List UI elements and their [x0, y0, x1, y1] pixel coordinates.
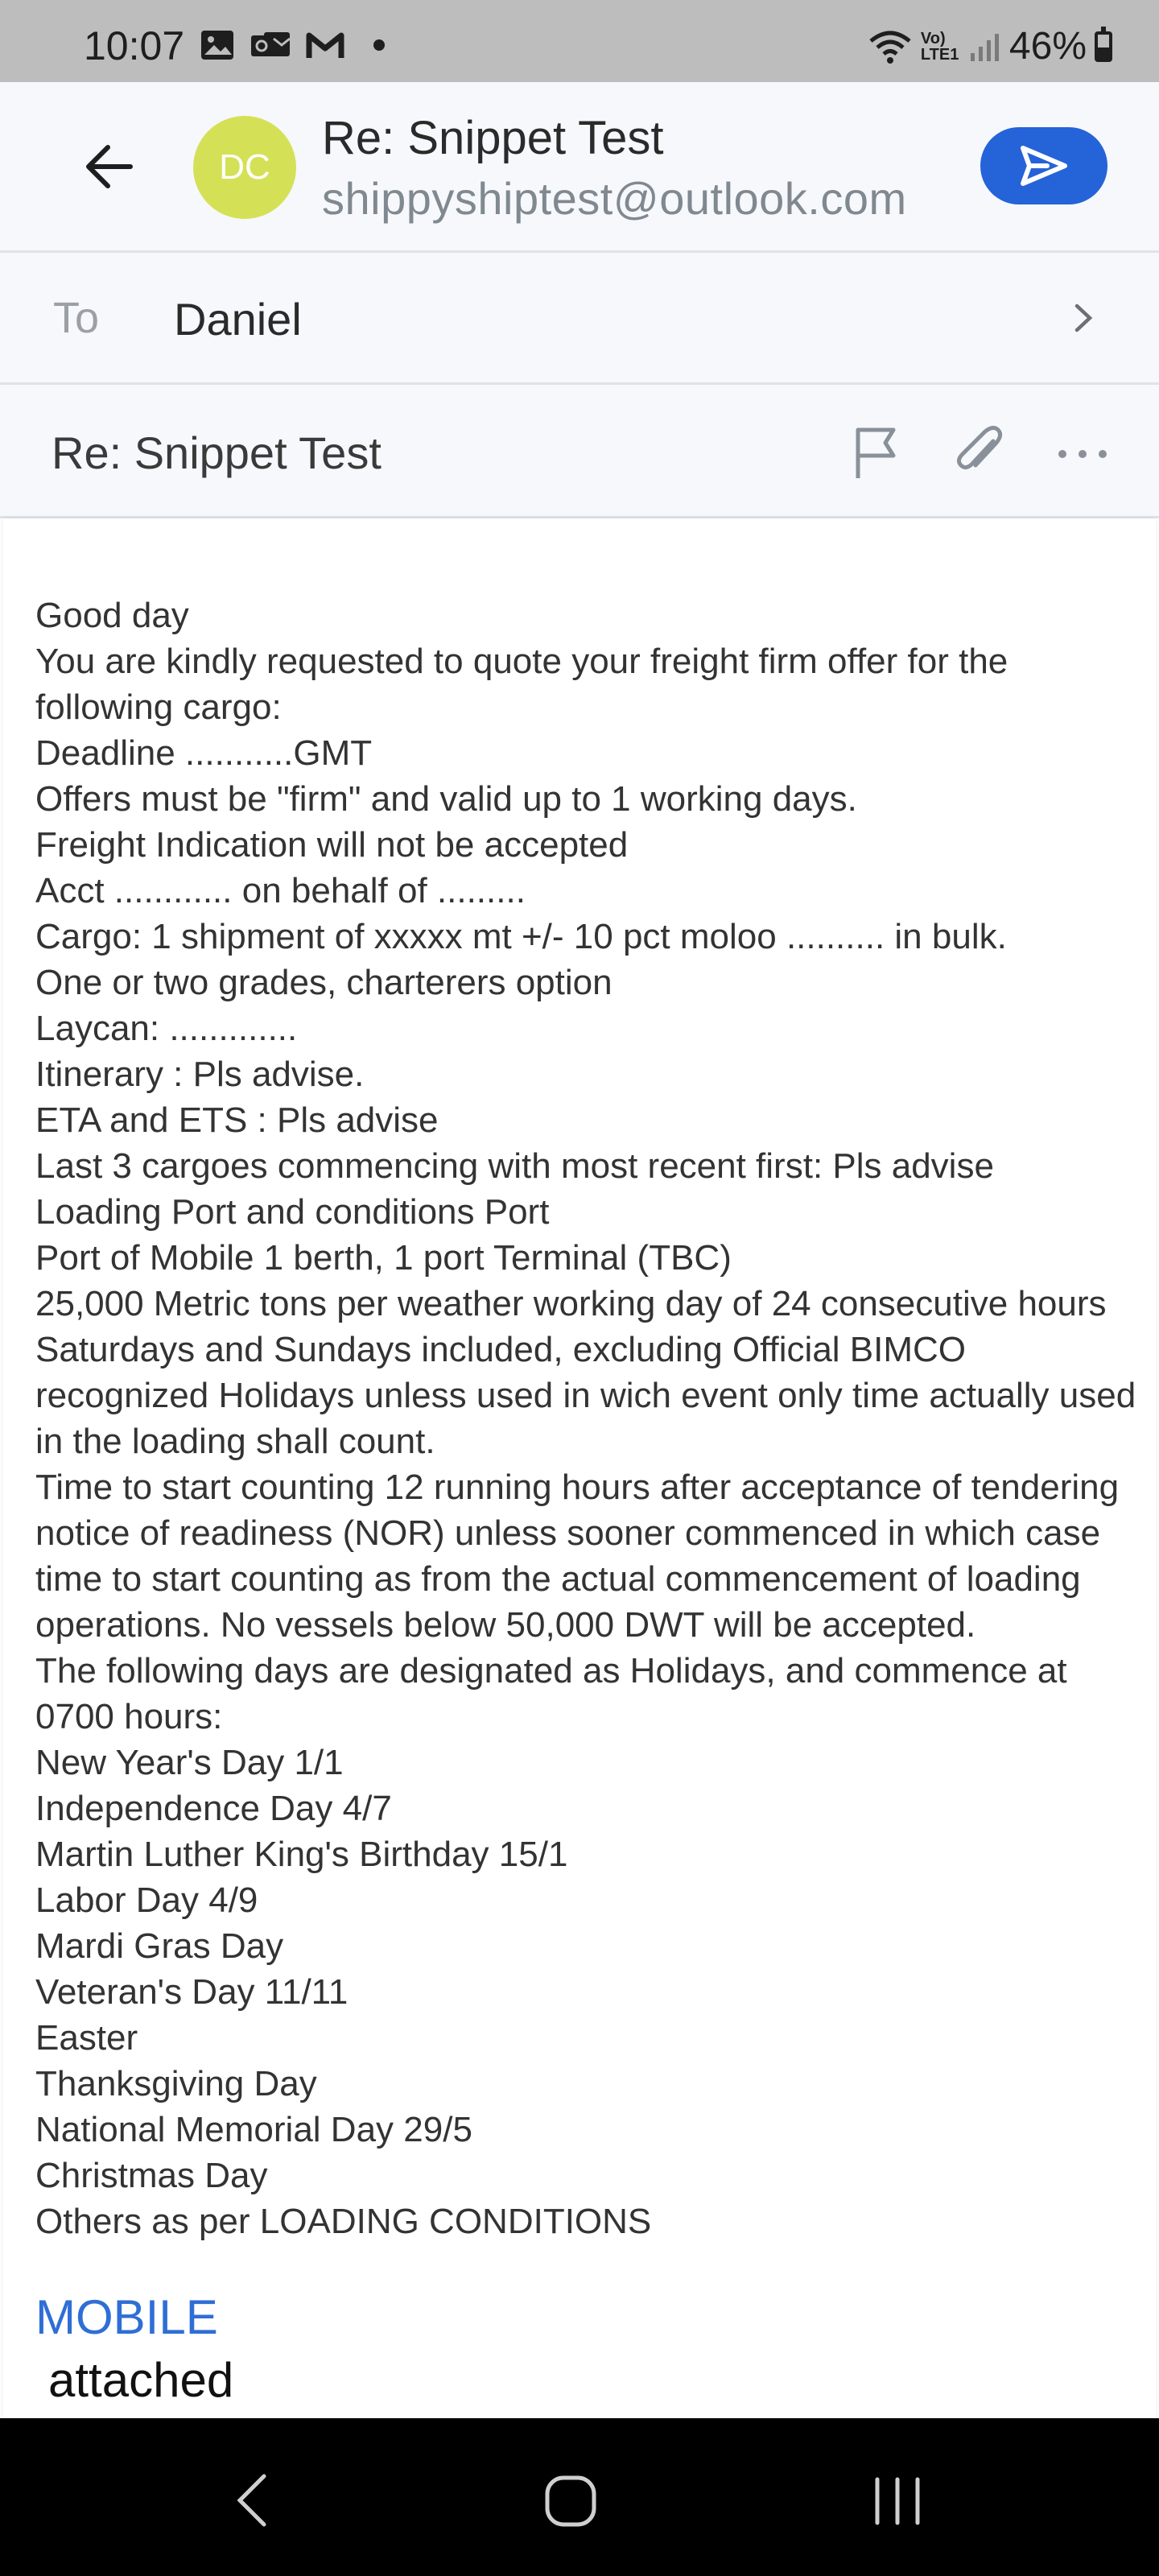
recipient-name[interactable]: Daniel [174, 294, 302, 345]
gallery-icon [200, 29, 235, 61]
wifi-icon [868, 28, 913, 65]
battery-icon [1095, 31, 1112, 62]
to-row[interactable] [0, 253, 1159, 385]
body-line: Thanksgiving Day [35, 2064, 317, 2103]
chevron-right-icon[interactable] [1062, 298, 1103, 338]
outlook-icon [250, 29, 291, 61]
more-options-icon[interactable] [1054, 430, 1111, 478]
battery-percent: 46% [1008, 25, 1087, 68]
attached-text: attached [48, 2353, 234, 2407]
nav-home-icon[interactable] [542, 2473, 599, 2529]
body-line: 25,000 Metric tons per weather working day of 24 consecutive hours Saturdays and Sundays included, excluding Official BIMCO recognized Holidays unless used in wich event only time actually used in the loading shall count. [35, 1284, 1136, 1461]
nav-recent-apps-icon[interactable] [869, 2475, 926, 2528]
body-line: Christmas Day [35, 2156, 268, 2195]
body-text[interactable] [35, 592, 1138, 2244]
system-status [868, 24, 1112, 68]
body-line: Easter [35, 2018, 138, 2058]
back-arrow-icon[interactable] [77, 138, 142, 195]
notification-icons [200, 29, 385, 61]
body-line: Independence Day 4/7 [35, 1789, 392, 1828]
body-line: Veteran's Day 11/11 [35, 1972, 349, 2012]
send-button[interactable] [980, 127, 1107, 204]
body-line: Itinerary : Pls advise. [35, 1055, 365, 1094]
avatar: DC [193, 116, 296, 219]
subject-row [0, 385, 1159, 518]
more-notifications-dot [373, 39, 385, 51]
body-line: National Memorial Day 29/5 [35, 2110, 472, 2149]
body-line: Last 3 cargoes commencing with most recent first: Pls advise [35, 1146, 994, 1186]
paperclip-icon[interactable] [951, 422, 1008, 483]
body-line: Freight Indication will not be accepted [35, 825, 629, 865]
body-line: Port of Mobile 1 berth, 1 port Terminal (TBC) [35, 1238, 732, 1278]
to-label: To [53, 294, 100, 342]
body-line: ETA and ETS : Pls advise [35, 1100, 439, 1140]
body-line: Mardi Gras Day [35, 1926, 284, 1966]
body-line: Others as per LOADING CONDITIONS [35, 2202, 652, 2241]
compose-header [0, 82, 1159, 253]
body-line: New Year's Day 1/1 [35, 1743, 344, 1782]
body-line: Deadline ...........GMT [35, 733, 373, 773]
message-body[interactable] [3, 518, 1156, 2418]
navigation-bar [0, 2418, 1159, 2576]
body-line: One or two grades, charterers option [35, 963, 612, 1002]
body-line: Offers must be "firm" and valid up to 1 working days. [35, 779, 857, 819]
body-line: The following days are designated as Holidays, and commence at 0700 hours: [35, 1651, 1067, 1736]
nav-back-icon[interactable] [229, 2468, 277, 2533]
body-line: Cargo: 1 shipment of xxxxx mt +/- 10 pct moloo .......... in bulk. [35, 917, 1007, 956]
body-line: Time to start counting 12 running hours after acceptance of tendering notice of readiness (NOR) unless sooner commenced in which case time to start counting as from the actual commencement of loading operations. No vessels below 50,000 DWT will be accepted. [35, 1468, 1120, 1645]
mobile-link[interactable]: MOBILE [35, 2290, 218, 2344]
signal-icon [969, 31, 1001, 63]
body-line: Acct ............ on behalf of ......... [35, 871, 526, 910]
body-line: Laycan: ............. [35, 1009, 298, 1048]
gmail-icon [306, 29, 344, 61]
body-line: Martin Luther King's Birthday 15/1 [35, 1835, 568, 1874]
status-bar [0, 0, 1159, 82]
flag-icon[interactable] [852, 425, 903, 481]
body-line: You are kindly requested to quote your freight firm offer for the following cargo: [35, 642, 1008, 727]
send-icon [1018, 143, 1070, 188]
body-line: Labor Day 4/9 [35, 1880, 258, 1920]
sender-email: shippyshiptest@outlook.com [322, 173, 907, 224]
network-label: Vo) LTE1 [920, 29, 959, 64]
header-title: Re: Snippet Test [322, 112, 664, 164]
body-line: Good day [35, 596, 189, 635]
status-time: 10:07 [84, 23, 185, 68]
subject-field[interactable]: Re: Snippet Test [52, 427, 382, 478]
body-line: Loading Port and conditions Port [35, 1192, 550, 1232]
